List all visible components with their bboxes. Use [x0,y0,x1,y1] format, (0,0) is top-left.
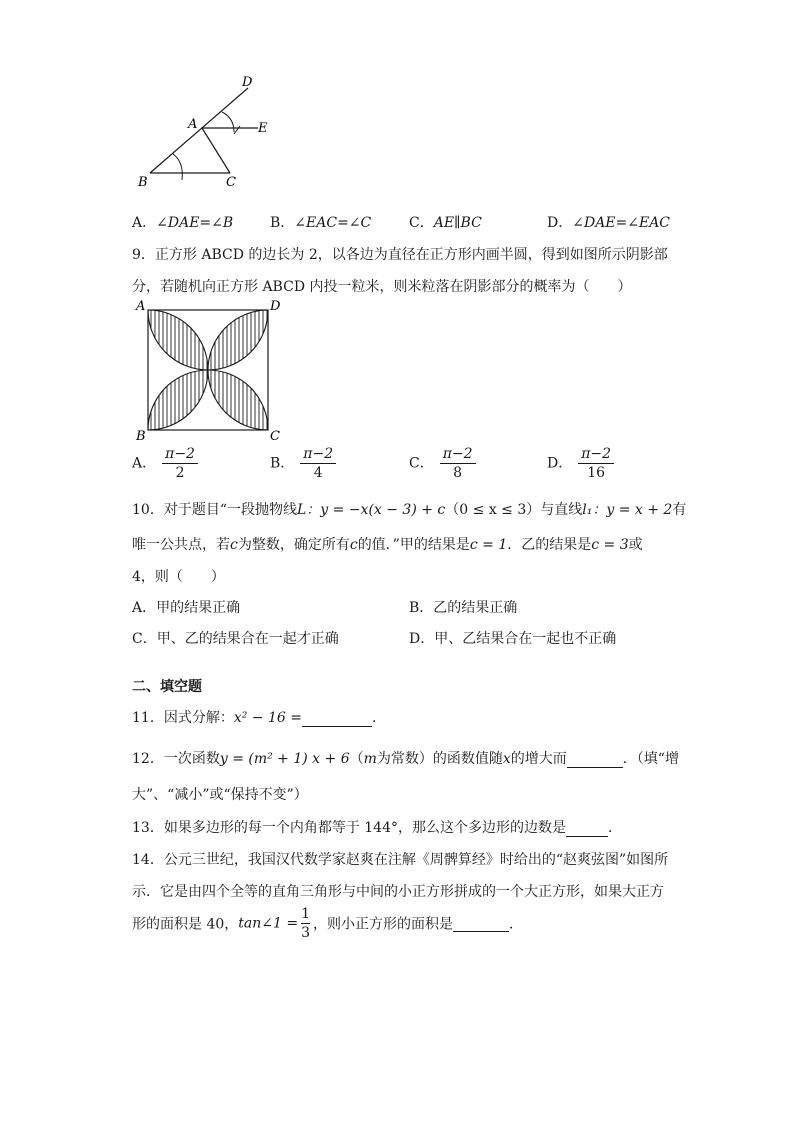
text: 13．如果多边形的每一个内角都等于 144°，那么这个多边形的边数是 [132,820,566,836]
numerator: π−2 [165,446,195,462]
denominator: 16 [587,465,606,481]
numerator: π−2 [581,446,612,462]
q8-option-c[interactable] [409,212,482,232]
text: ．（填“增 [622,751,679,767]
text: ．乙的结果是 [507,537,592,553]
option-text: ∠DAE=∠EAC [572,215,671,231]
fraction [440,446,476,481]
q9-option-a[interactable] [132,446,198,481]
option-letter: B． [270,215,295,231]
expression: x² − 16 [233,710,286,726]
option-letter: B． [409,600,434,616]
section-title-fill-in: 二、填空题 [132,679,202,695]
q14-line2: 示．它是由四个全等的直角三角形与中间的小正方形拼成的一个大正方形，如果大正方 [132,884,664,900]
denominator: 4 [313,465,323,481]
label-d: D [242,75,253,90]
result-jia: c = 1 [469,537,508,553]
option-letter: C． [409,215,434,231]
linear-function: y = (m² + 1) x + 6 [219,751,350,767]
q10-stem-line1 [132,499,686,519]
text: 为常数）的函数值随 [376,751,503,767]
var-c: c [349,537,358,553]
tan-expression: tan∠1 = [238,915,299,932]
petal-top-left [148,310,208,370]
text: （ [349,751,364,767]
text: 唯一公共点，若 [132,537,230,553]
answer-blank[interactable] [302,710,372,727]
q10-stem-line2 [132,534,643,554]
numerator: π−2 [442,446,473,462]
equals: = [290,710,302,726]
denominator: 8 [453,465,463,481]
answer-blank[interactable] [453,915,509,932]
q14-line1: 14．公元三世纪，我国汉代数学家赵爽在注解《周髀算经》时给出的“赵爽弦图”如图所 [132,852,669,868]
q14-line3 [132,906,523,941]
label-e: E [258,121,268,136]
arc-construction-mark [234,126,240,134]
var-c: c [230,537,238,553]
petal-bottom-left [148,370,208,430]
label-d: D [270,299,281,314]
q8-option-a[interactable] [132,212,233,232]
q9-figure [130,298,290,446]
label-b: B [138,175,148,190]
option-letter: B． [270,455,295,472]
option-letter: A． [132,455,157,472]
result-yi: c = 3 [591,537,629,553]
option-letter: D． [547,455,573,472]
fraction [300,446,336,481]
petal-bottom-right [208,370,268,430]
text: ，则小正方形的面积是 [313,916,453,933]
q10-option-b[interactable] [409,597,517,617]
text: 为整数，确定所有 [237,537,350,553]
label-c: C [226,175,236,190]
fraction [162,446,198,481]
petal-top-right [208,310,268,370]
option-letter: C． [132,631,157,647]
line-expression: l₁：y = x + 2 [582,502,673,518]
option-letter: A． [132,600,157,616]
label-c: C [270,429,280,444]
q8-option-d[interactable] [547,212,670,232]
text: 10．对于题目“一段抛物线 [132,502,297,518]
parabola-expression: L：y = −x(x − 3) + c [296,502,446,518]
q9-option-d[interactable] [547,446,614,481]
q11 [132,707,386,727]
q9-stem-line2: 分，若随机向正方形 ABCD 内投一粒米，则米粒落在阴影部分的概率为（ ） [132,279,632,295]
text: 11．因式分解： [132,710,234,726]
var-x: x [502,751,511,767]
label-a: A [136,299,146,314]
text: ． [509,916,523,933]
q9-stem-line1: 9．正方形 ABCD 的边长为 2，以各边为直径在正方形内画半圆，得到如图所示阴影部 [132,247,668,263]
q8-option-b[interactable] [270,212,371,232]
option-text: 甲、乙的结果合在一起才正确 [156,631,339,647]
text: （0 ≤ x ≤ 3）与直线 [445,502,583,518]
option-letter: D． [409,631,435,647]
option-letter: A． [132,215,157,231]
segment-bd [150,88,248,173]
option-letter: C． [409,455,434,472]
option-text: 甲的结果正确 [156,600,241,616]
q12-line2: 大”、“减小”或“保持不变”） [132,787,308,803]
fraction [301,906,310,941]
option-letter: D． [547,215,573,231]
q10-option-a[interactable] [132,597,240,617]
q10-option-d[interactable] [409,628,616,648]
text: 形的面积是 40， [132,916,239,933]
numerator: π−2 [303,446,334,462]
q9-option-c[interactable] [409,446,476,481]
option-text: 甲、乙结果合在一起也不正确 [434,631,617,647]
q13 [132,817,622,837]
fraction [578,446,614,481]
denominator: 3 [301,925,310,941]
var-m: m [363,751,377,767]
denominator: 2 [175,465,185,481]
label-b: B [136,429,146,444]
answer-blank[interactable] [566,820,608,837]
text: 或 [628,537,643,553]
segment-ac [202,128,230,173]
text: 有 [672,502,687,518]
text: ． [608,820,622,836]
text: 12．一次函数 [132,751,220,767]
text: 的值．”甲的结果是 [357,537,470,553]
text: ． [371,710,386,726]
arc-angle-dae [222,112,234,132]
option-text: AE∥BC [433,215,482,231]
label-a: A [188,117,198,132]
text: 的增大而 [510,751,567,767]
numerator: 1 [301,906,310,922]
q9-option-b[interactable] [270,446,336,481]
answer-blank[interactable] [567,751,623,768]
option-text: ∠EAC=∠C [294,215,372,231]
option-text: 乙的结果正确 [433,600,518,616]
option-text: ∠DAE=∠B [156,215,234,231]
arc-angle-b [173,154,182,180]
q10-option-c[interactable] [132,628,339,648]
q8-figure [130,70,280,190]
q10-stem-line3: 4，则（ ） [132,569,225,585]
q12-line1 [132,748,679,768]
